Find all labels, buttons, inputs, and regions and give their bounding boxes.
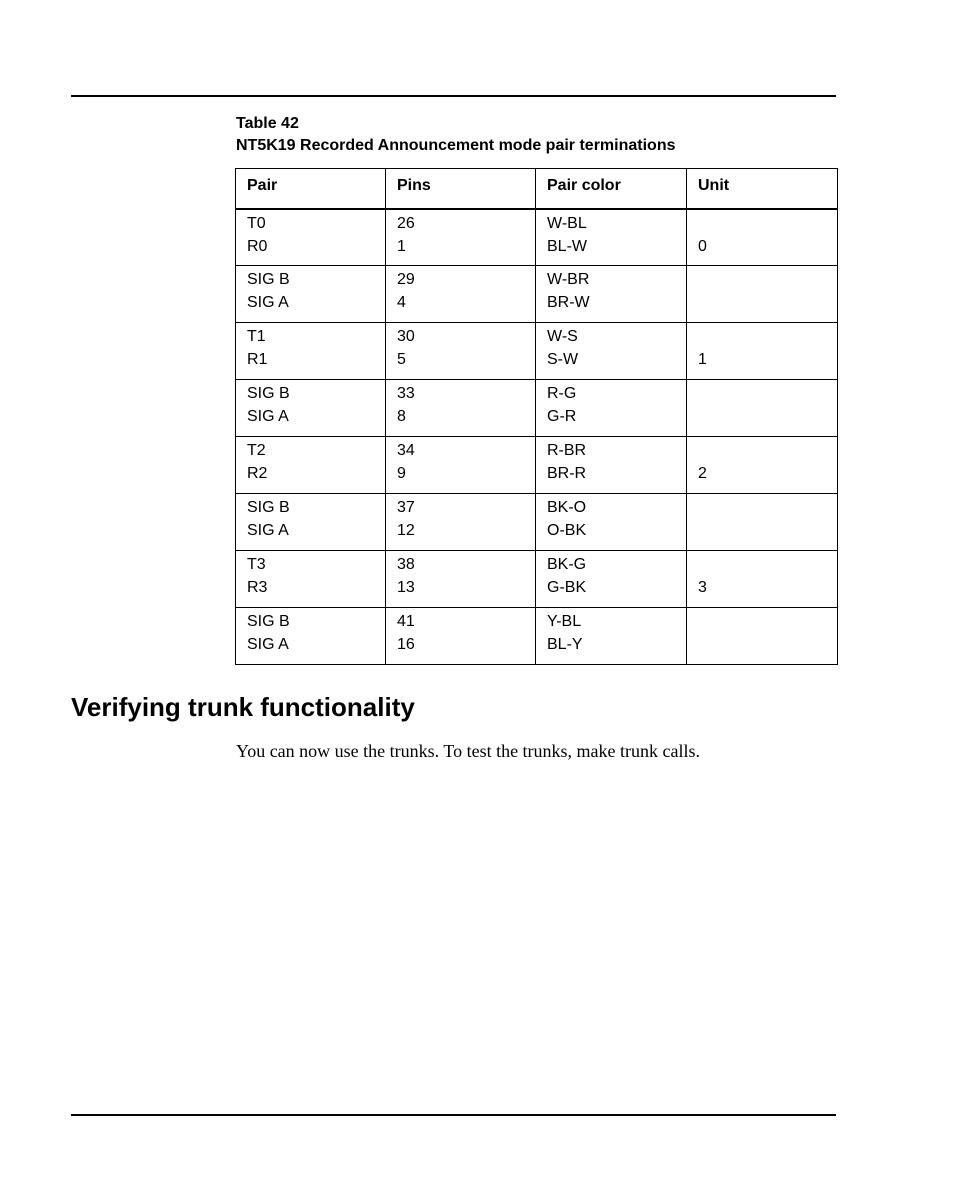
cell-pair-color-line: R-G [547,385,577,402]
cell-pins-line: 30 [397,328,415,345]
cell-pair-line: SIG A [247,636,289,653]
cell-unit-spacer [698,382,837,405]
cell-unit-value: 1 [698,351,707,368]
cell-pins [386,323,536,380]
cell-pins-line: 16 [397,636,415,653]
cell-unit-value [698,291,837,314]
table-header-row [236,169,838,209]
top-rule [71,95,836,97]
cell-pair [236,608,386,665]
cell-pins-line: 34 [397,442,415,459]
cell-pins-line: 41 [397,613,415,630]
cell-pins-line: 26 [397,214,415,232]
cell-unit [687,380,838,437]
cell-unit [687,209,838,266]
table-number: Table 42 [236,115,299,132]
cell-pair-color [536,209,687,266]
cell-pair [236,209,386,266]
cell-pair-color-line: Y-BL [547,613,582,630]
table-row [236,608,838,665]
bottom-rule [71,1114,836,1116]
cell-unit-value [698,405,837,428]
cell-pins-line: 5 [397,351,406,368]
cell-pins-line: 38 [397,556,415,573]
cell-unit-spacer [698,212,837,235]
cell-pair-color [536,323,687,380]
cell-unit [687,323,838,380]
cell-pins-line: 1 [397,237,406,255]
header-unit: Unit [687,169,838,209]
cell-pair-line: SIG A [247,522,289,539]
cell-unit-value: 0 [698,237,707,255]
cell-pair-line: SIG B [247,613,290,630]
cell-pair-color-line: W-BL [547,214,587,232]
cell-pair-color-line: BL-W [547,237,587,255]
cell-pins [386,494,536,551]
table-row [236,380,838,437]
table-row [236,323,838,380]
cell-unit-spacer [698,325,837,348]
cell-pair-line: R1 [247,351,268,368]
cell-unit-value: 3 [698,579,707,596]
cell-pins-line: 4 [397,294,406,311]
cell-pair-color-line: G-R [547,408,577,425]
table-row [236,494,838,551]
cell-pair-line: R0 [247,237,268,255]
cell-unit-spacer [698,439,837,462]
cell-pins-line: 29 [397,271,415,288]
cell-pair-color-line: G-BK [547,579,587,596]
cell-pins [386,551,536,608]
cell-pair-line: T2 [247,442,266,459]
table-row [236,266,838,323]
cell-pair-color-line: BK-G [547,556,587,573]
table-row [236,551,838,608]
header-pair-color: Pair color [536,169,687,209]
cell-unit-value: 2 [698,465,707,482]
cell-pins-line: 8 [397,408,406,425]
table-row [236,437,838,494]
cell-pair-color-line: W-BR [547,271,590,288]
header-pair: Pair [236,169,386,209]
cell-pair-color [536,551,687,608]
cell-pair [236,551,386,608]
cell-unit-spacer [698,610,837,633]
section-heading: Verifying trunk functionality [71,692,415,722]
cell-pins [386,437,536,494]
cell-pair-color-line: BR-W [547,294,590,311]
cell-unit [687,266,838,323]
cell-pins [386,209,536,266]
cell-unit [687,494,838,551]
cell-pair-color-line: BK-O [547,499,587,516]
cell-pair [236,323,386,380]
cell-pins [386,266,536,323]
cell-pins-line: 9 [397,465,406,482]
cell-pair-color [536,608,687,665]
cell-pins [386,380,536,437]
cell-pair [236,437,386,494]
cell-pair-line: SIG A [247,408,289,425]
cell-pair-line: R3 [247,579,268,596]
cell-pair-line: SIG B [247,499,290,516]
cell-pins [386,608,536,665]
cell-pair-line: SIG A [247,294,289,311]
cell-pair-color-line: S-W [547,351,579,368]
cell-pair-color-line: BR-R [547,465,587,482]
cell-pair [236,266,386,323]
cell-pins-line: 12 [397,522,415,539]
cell-pair-line: T1 [247,328,266,345]
cell-pair-color [536,494,687,551]
section-body: You can now use the trunks. To test the trunks, make trunk calls. [236,741,701,761]
table-body [236,209,838,665]
table-row [236,209,838,266]
cell-pair-line: T0 [247,214,266,232]
cell-unit [687,608,838,665]
cell-pair [236,380,386,437]
cell-unit [687,437,838,494]
cell-pair-line: SIG B [247,271,290,288]
cell-unit-value [698,519,837,542]
cell-pair-color [536,437,687,494]
cell-unit-spacer [698,553,837,576]
cell-unit [687,551,838,608]
cell-pair [236,494,386,551]
cell-pins-line: 13 [397,579,415,596]
cell-pair-color-line: R-BR [547,442,587,459]
cell-pair-color-line: O-BK [547,522,587,539]
cell-pair-line: R2 [247,465,268,482]
cell-pair-color-line: BL-Y [547,636,583,653]
table-title: NT5K19 Recorded Announcement mode pair terminations [236,137,676,154]
pair-terminations-table [235,168,838,665]
cell-pair-color [536,266,687,323]
table-caption [236,113,675,157]
cell-pins-line: 37 [397,499,415,516]
cell-pair-line: SIG B [247,385,290,402]
cell-pins-line: 33 [397,385,415,402]
cell-unit-spacer [698,496,837,519]
cell-pair-color-line: W-S [547,328,578,345]
cell-unit-value [698,633,837,656]
header-pins: Pins [386,169,536,209]
cell-pair-color [536,380,687,437]
cell-pair-line: T3 [247,556,266,573]
cell-unit-spacer [698,268,837,291]
